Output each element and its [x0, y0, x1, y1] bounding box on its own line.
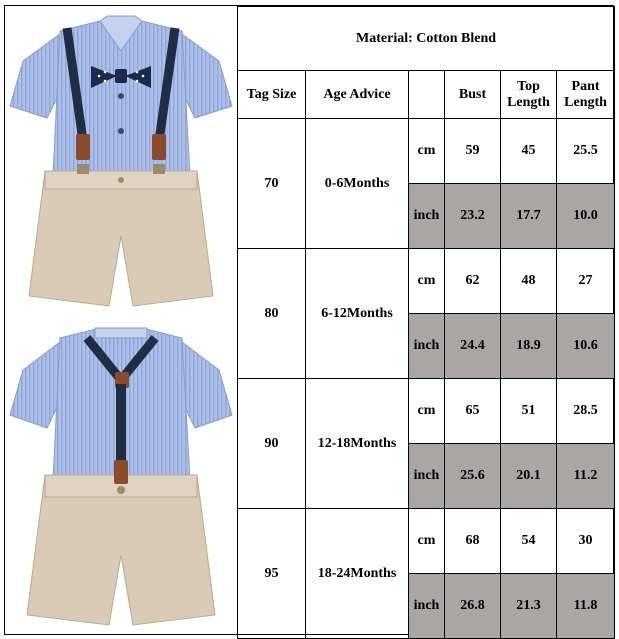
unit-cell: cm: [409, 119, 445, 184]
outfit-front-image: [5, 6, 237, 320]
header-pant-line2: Length: [564, 94, 607, 110]
material-title: Material: Cotton Blend: [238, 7, 615, 71]
table-row: [238, 509, 615, 574]
product-photos: [5, 6, 238, 634]
table-row: [238, 119, 615, 184]
top-length-cell: 18.9: [501, 314, 557, 379]
header-top-line1: Top: [517, 78, 540, 94]
header-pant-length: [557, 71, 615, 119]
header-top-length: [501, 71, 557, 119]
top-length-cell: 21.3: [501, 574, 557, 639]
bust-cell: 59: [445, 119, 501, 184]
header-pant-line1: Pant: [571, 78, 600, 94]
top-length-cell: 54: [501, 509, 557, 574]
tag-size-cell: 90: [238, 379, 306, 509]
bust-cell: 68: [445, 509, 501, 574]
top-length-cell: 48: [501, 249, 557, 314]
bust-cell: 24.4: [445, 314, 501, 379]
bust-cell: 62: [445, 249, 501, 314]
age-advice-cell: 12-18Months: [306, 379, 409, 509]
bust-cell: 23.2: [445, 184, 501, 249]
unit-cell: cm: [409, 249, 445, 314]
header-tag-size: Tag Size: [238, 71, 306, 119]
outfit-back-image: [5, 320, 237, 634]
pant-length-cell: 10.0: [557, 184, 615, 249]
header-age-advice: Age Advice: [306, 71, 409, 119]
unit-cell: cm: [409, 379, 445, 444]
bust-cell: 26.8: [445, 574, 501, 639]
table-row: [238, 379, 615, 444]
table-row: [238, 249, 615, 314]
unit-cell: cm: [409, 509, 445, 574]
age-advice-cell: 0-6Months: [306, 119, 409, 249]
unit-cell: inch: [409, 314, 445, 379]
pant-length-cell: 11.2: [557, 444, 615, 509]
header-row: [238, 71, 615, 119]
pant-length-cell: 25.5: [557, 119, 615, 184]
pant-length-cell: 28.5: [557, 379, 615, 444]
header-bust: Bust: [445, 71, 501, 119]
bust-cell: 25.6: [445, 444, 501, 509]
size-chart-table: [237, 6, 615, 639]
unit-cell: inch: [409, 444, 445, 509]
pant-length-cell: 30: [557, 509, 615, 574]
top-length-cell: 20.1: [501, 444, 557, 509]
top-length-cell: 45: [501, 119, 557, 184]
unit-cell: inch: [409, 574, 445, 639]
unit-cell: inch: [409, 184, 445, 249]
top-length-cell: 51: [501, 379, 557, 444]
header-top-line2: Length: [507, 94, 550, 110]
tag-size-cell: 95: [238, 509, 306, 639]
age-advice-cell: 6-12Months: [306, 249, 409, 379]
age-advice-cell: 18-24Months: [306, 509, 409, 639]
tag-size-cell: 80: [238, 249, 306, 379]
pant-length-cell: 10.6: [557, 314, 615, 379]
tag-size-cell: 70: [238, 119, 306, 249]
pant-length-cell: 11.8: [557, 574, 615, 639]
bust-cell: 65: [445, 379, 501, 444]
pant-length-cell: 27: [557, 249, 615, 314]
header-unit: [409, 71, 445, 119]
top-length-cell: 17.7: [501, 184, 557, 249]
